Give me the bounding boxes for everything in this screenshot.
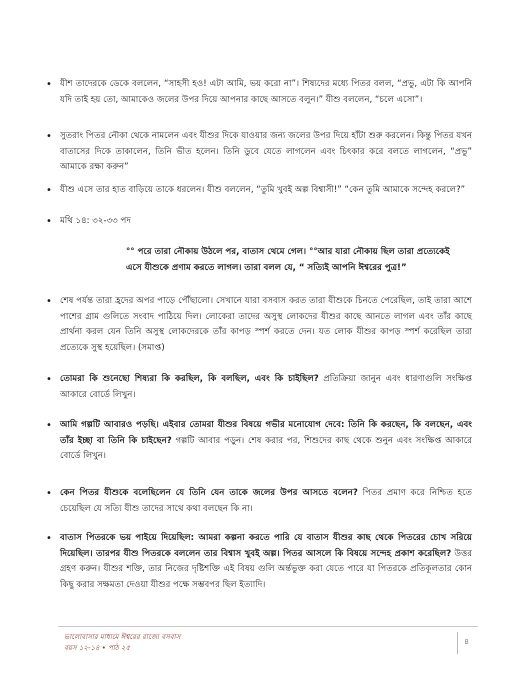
bullet-item-wind-fear (46, 531, 472, 593)
bullet-item-jesus-calls (46, 77, 472, 108)
bullet-text: শেষ পর্যন্ত তারা হ্রদের অপর পাড়ে পৌঁছালো। সেখানে যারা বসবাস করত তারা যীশুকে চিনতে পেরেছিল, তাই তারা আশে পাশের গ্রাম গুলিতে সংবাদ পাঠিয়ে দিল। লোকেরা তাদের অসুস্থ লোকদের যীশুর কাছে আনতে লাগল এবং তাঁর কাছে প্রার্থনা করল যেন তিনি অসুস্থ লোকদেরকে তাঁর কাপড় স্পর্শ করতে দেন। যত লোক যীশুর কাপড় স্পর্শ করেছিল তারা প্রত্যেকে সুস্থ হয়েছিল। (সমাপ্ত) (60, 296, 472, 353)
bullet-bold-text: তোমরা কি শুনেছো শিষ্যরা কি করছিল, কি বলছিল, এবং কি চাইছিল? (60, 374, 319, 384)
bullet-text (60, 486, 472, 517)
bullet-item-why-peter (46, 486, 473, 517)
bullet-text: যীশ তাদেরকে ডেকে বললেন, “সাহসী হও! এটা আমি, ভয় করো না”। শিষ্যদের মধ্যে পিতর বলল, “প্রভু, এটা কি আপনি যদি তাই হয় তো, আমাকেও জলের উপর দিয়ে আপনার কাছে আসতে বলুন।” যীশু বললেন, “চলে এসো”। (60, 79, 472, 105)
bullet-dot: • (46, 185, 52, 196)
bullet-text (60, 531, 472, 593)
bullet-item-scripture-ref (46, 214, 472, 230)
bullet-dot: • (46, 296, 52, 307)
bullet-plain-text: প্রতিক্রিয়া জানুন এবং ধারণাগুলি সংক্ষিপ্ত আকারে বোর্ডে লিখুন। (60, 374, 472, 400)
bullet-item-jesus-catches (46, 183, 472, 199)
bullet-dot: • (46, 488, 52, 499)
bullet-plain-text: উত্তর গ্রহণ করুন। যীশুর শক্তি, তার নিজের দৃষ্টিশক্তি এই বিষয় গুলি অর্ন্তভুক্ত করা যেতে পারে যা পিতরকে প্রতিকূলতার কোন কিছু করার সক্ষমতা দেওয়া যীশুর পক্ষে সম্ভবপর ছিল ইত্যাদি। (60, 548, 472, 590)
bullet-dot: • (46, 533, 52, 544)
scripture-quote: °° পরে তারা নৌকায় উঠলে পর, বাতাস থেমে গেল। °°আর যারা নৌকায় ছিল তারা প্রত্যেকেই এসে যীশুকে প্রণাম করতে লাগল। তারা বলল যে, “ সত্যিই আপনি ঈশ্বরের পুত্র!” (126, 247, 450, 273)
footer-subtitle: বয়স ১২-১৪ • পাঠ ২৫ (64, 644, 130, 652)
bullet-dot: • (46, 79, 52, 90)
bullet-plain-text: গল্পটি আবার পড়ুন। শেষ করার পর, শিশুদের কাছ থেকে শুনুন এবং সংক্ষিপ্ত আকারে বোর্ডে লিখুন। (60, 435, 472, 461)
bullet-bold-text: বাতাস পিতরকে ভয় পাইয়ে দিয়েছিল: আমরা কল্পনা করতে পারি যে বাতাস যীশুর কাছ থেকে পিতরের চোখ সরিয়ে দিয়েছিল। তারপর যীশু পিতরকে বললেন তার বিশ্বাস খুবই অল্প। পিতর আসলে কি বিষয়ে সন্দেহ প্রকাশ করেছিল? (60, 533, 472, 559)
bullet-text: সুতরাং পিতর নৌকা থেকে নামলেন এবং যীশুর দিকে যাওয়ার জন্য জলের উপর দিয়ে হাঁটা শুরু করলেন। কিন্তু পিতর যখন বাতাসের দিকে তাকালেন, তিনি ভীত হলেন। তিনি ডুবে যেতে লাগলেন এবং চিৎকার করে বলতে লাগলেন, “প্রভু” আমাকে রক্ষা করুন” (60, 131, 472, 172)
bullet-text: যীশু এসে তার হাত বাড়িয়ে তাকে ধরলেন। যীশু বললেন, “তুমি খুবই অল্প বিশ্বাসী!” “কেন তুমি আমাকে সন্দেহ করলে?” (60, 185, 466, 195)
bullet-dot: • (46, 374, 52, 385)
bullet-plain-text: পিতর প্রমাণ করে নিশ্চিত হতে চেয়েছিল যে সত্যি যীশু তাদের সাথে কথা বলছেন কি না। (60, 488, 473, 514)
bullet-item-question-disciples (46, 372, 472, 403)
bullet-item-arrival (46, 294, 472, 356)
bullet-dot: • (46, 131, 52, 142)
bullet-dot: • (46, 216, 52, 227)
bullet-text: মথি ১৪: ৩২-৩৩ পদ (60, 216, 131, 226)
bullet-dot: • (46, 420, 52, 431)
bullet-text (60, 418, 472, 465)
bullet-bold-text: কেন পিতর যীশুকে বলেছিলেন যে তিনি যেন তাকে জলের উপর আসতে বলেন? (60, 488, 358, 498)
bullet-bold-text: আমি গল্পটি আবারও পড়ছি। এইবার তোমরা যীশুর বিষয়ে গভীর মনোযোগ দেবে: তিনি কি করছেন, কি বলছেন, এবং তাঁর ইচ্ছা বা তিনি কি চাইছেন? (60, 420, 472, 446)
bullet-text (60, 372, 472, 403)
footer-divider (58, 626, 478, 627)
footer-separator (457, 632, 458, 654)
footer-title: ভালোবাসার মাধ্যমে ঈশ্বরের রাজ্যে বসবাস (64, 633, 181, 641)
page-number: ৪ (464, 637, 470, 646)
bullet-item-reread (46, 418, 472, 465)
bullet-item-peter-walks (46, 129, 472, 176)
